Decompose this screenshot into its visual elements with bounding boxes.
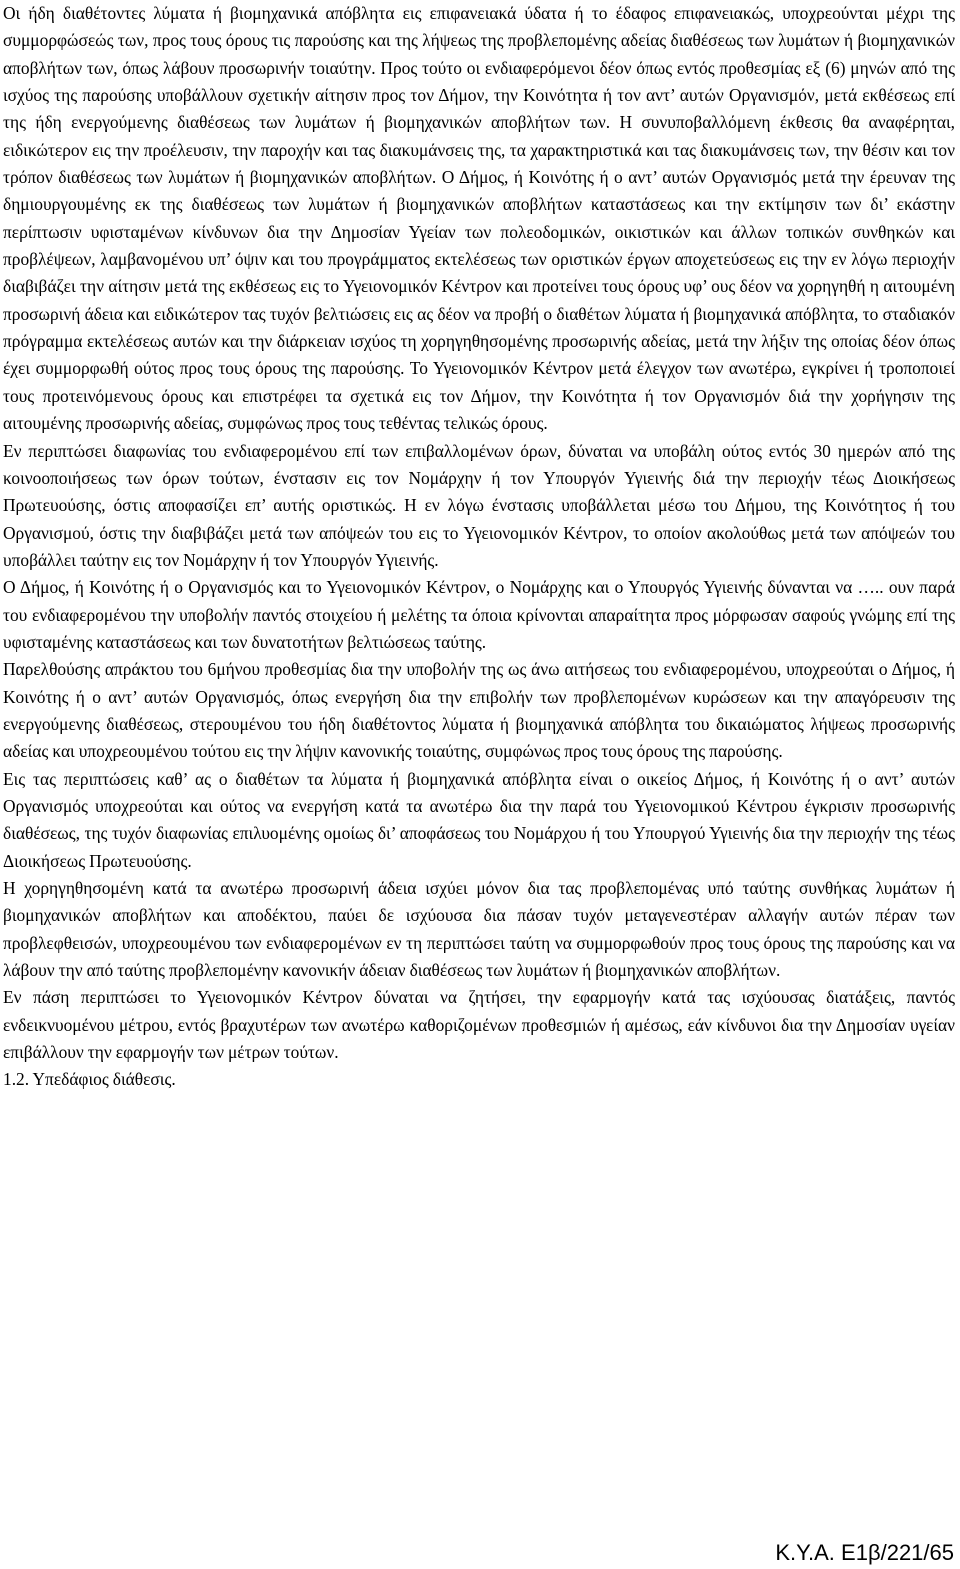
paragraph-data-request: Ο Δήμος, ή Κοινότης ή ο Οργανισμός και το Υγειονομικόν Κέντρον, ο Νομάρχης και ο Υπουργός Υγιεινής δύνανται να ….. ουν παρά του ενδιαφερομένου την υποβολήν παντός στοιχείου ή μελέτης τα όποια κρίνονται απαραίτητα προς μόρφωσαν σαφούς γνώμης επί της υφισταμένης καταστάσεως και των δυνατοτήτων βελτιώσεως ταύτης.: [3, 577, 955, 652]
paragraph-municipal-discharger: Εις τας περιπτώσεις καθ’ ας ο διαθέτων τα λύματα ή βιομηχανικά απόβλητα είναι ο οικείος Δήμος, ή Κοινότης ή ο αντ’ αυτών Οργανισμός υποχρεούται και ούτος να ενεργήση κατά τα ανωτέρω δια την παρά του Υγειονομικού Κέντρου έγκρισιν προσωρινής διαθέσεως, της τυχόν διαφωνίας επιλυομένης ομοίως δι’ αποφάσεως του Νομάρχου ή του Υπουργού Υγιεινής δια την περιοχήν της τέως Διοικήσεως Πρωτευούσης.: [3, 768, 955, 871]
document-page: [3, 0, 955, 1094]
paragraph-objection: Εν περιπτώσει διαφωνίας του ενδιαφερομένου επί των επιβαλλομένων όρων, δύναται να υποβάλη ούτος εντός 30 ημερών από της κοινοοποιήσεως των όρων τούτων, ένστασιν εις τον Νομάρχην ή τον Υπουργόν Υγιεινής διά την περιοχήν τέως Διοικήσεως Πρωτευούσης, όστις αποφασίζει επ’ αυτής οριστικώς. Η εν λόγω ένστασις υποβάλλεται μέσω του Δήμου, της Κοινότητος ή του Οργανισμού, όστις την διαβιβάζει μετά των απόψεών του εις το Υγειονομικόν Κέντρον, το οποίον ακολούθως μετά των απόψεών του υποβάλλει ταύτην εις τον Νομάρχην ή τον Υπουργόν Υγιεινής.: [3, 440, 955, 570]
document-reference-footer: Κ.Υ.Α. Ε1β/221/65: [775, 1540, 954, 1565]
section-subheading: 1.2. Υπεδάφιος διάθεσις.: [3, 1069, 176, 1090]
paragraph-deadline-expiry: Παρελθούσης απράκτου του 6μήνου προθεσμίας δια την υποβολήν της ως άνω αιτήσεως του ενδιαφερομένου, υποχρεούται ο Δήμος, ή Κοινότης ή ο αντ’ αυτών Οργανισμός, όπως ενεργήση δια την επιβολήν των προβλεπομένων κυρώσεων και την απαγόρευσιν της ενεργούμενης διαθέσεως, στερουμένου του ήδη διαθέτοντος λύματα ή βιομηχανικά απόβλητα του δικαιώματος λήψεως προσωρινής αδείας και υποχρεουμένου τούτου εις την λήψιν κανονικής τοιαύτης, συμφώνως προς τους όρους της παρούσης.: [3, 659, 955, 762]
paragraph-temporary-permit: Οι ήδη διαθέτοντες λύματα ή βιομηχανικά απόβλητα εις επιφανειακά ύδατα ή το έδαφος επιφανειακώς, υποχρεούνται μέχρι της συμμορφώσεώς των, προς τους όρους τις παρούσης και της λήψεως της προβλεπομένης αδείας διαθέσεως των λυμάτων ή βιομηχανικών αποβλήτων των, όπως λάβουν προσωρινήν τοιαύτην. Προς τούτο οι ενδιαφερόμενοι δέον όπως εντός προθεσμίας εξ (6) μηνών από της ισχύος της παρούσης υποβάλλουν σχετικήν αίτησιν προς τον Δήμον, την Κοινότητα ή τον αντ’ αυτών Οργανισμόν, μετά εκθέσεως επί της ήδη ενεργούμενης διαθέσεως των λυμάτων ή βιομηχανικών αποβλήτων των. Η συνυποβαλλόμενη έκθεσις θα αναφέρηται, ειδικώτερον εις την προέλευσιν, την παροχήν και τας διακυμάνσεις της, τα χαρακτηριστικά και τας διακυμάνσεις των, την θέσιν και τον τρόπον διαθέσεως των λυμάτων ή βιομηχανικών αποβλήτων. Ο Δήμος, ή Κοινότης ή ο αντ’ αυτών Οργανισμός μετά την έρευναν της δημιουργουμένης εκ της διαθέσεως των λυμάτων ή βιομηχανικών αποβλήτων καταστάσεως και την εκτίμησιν των δι’ εκάστην περίπτωσιν υφισταμένων κίνδυνων δια την Δημοσίαν Υγείαν των πολεοδομικών, οικιστικών και άλλων τοπικών συνθηκών και προβλέψεων, λαμβανομένου υπ’ όψιν και του προγράμματος εκτελέσεως των οριστικών έργων αποχετεύσεως εις την εν λόγω περιοχήν διαβιβάζει την αίτησιν μετά της εκθέσεως εις το Υγειονομικόν Κέντρον και προτείνει τους όρους υφ’ ους δέον να χορηγηθή η αιτουμένη προσωρινή άδεια και ειδικώτερον τας τυχόν βελτιώσεις εις ας δέον να προβή ο διαθέτων λύματα ή βιομηχανικά απόβλητα, το σταδιακόν πρόγραμμα εκτελέσεως αυτών και την διάρκειαν ισχύος τη χορηγηθησομένης προσωρινής αδείας, μετά την λήξιν της οποίας δέον όπως έχει συμμορφωθή ούτος προς τους όρους της παρούσης. Το Υγειονομικόν Κέντρον μετά έλεγχον των ανωτέρω, εγκρίνει ή τροποποιεί τους προτεινόμενους όρους και επιστρέφει τα σχετικά εις τον Δήμον, την Κοινότητα ή τον Οργανισμόν διά την χορήγησιν της αιτουμένης προσωρινής αδείας, συμφώνως προς τους τεθέντας τελικώς όρους.: [3, 3, 955, 434]
paragraph-permit-validity: Η χορηγηθησομένη κατά τα ανωτέρω προσωρινή άδεια ισχύει μόνον δια τας προβλεπομένας υπό ταύτης συνθήκας λυμάτων ή βιομηχανικών αποβλήτων και αποδέκτου, παύει δε ισχύουσα δια πάσαν τυχόν μεταγενεστέραν αλλαγήν αυτών πέραν των προβλεφθεισών, υποχρεουμένου των ενδιαφερομένων εν τη περιπτώσει ταύτη να συμμορφωθούν προς τους όρους της παρούσης και να λάβουν την από ταύτης προβλεπομένην κανονικήν άδειαν διαθέσεως των λυμάτων ή βιομηχανικών αποβλήτων.: [3, 878, 955, 981]
paragraph-health-center-measures: Εν πάση περιπτώσει το Υγειονομικόν Κέντρον δύναται να ζητήσει, την εφαρμογήν κατά τας ισχύουσας διατάξεις, παντός ενδεικνυομένου μέτρου, εντός βραχυτέρων των ανωτέρω καθοριζομένων προθεσμιών ή αμέσως, εάν κίνδυνοι δια την Δημοσίαν υγείαν επιβάλλουν την εφαρμογήν των μέτρων τούτων.: [3, 987, 955, 1063]
